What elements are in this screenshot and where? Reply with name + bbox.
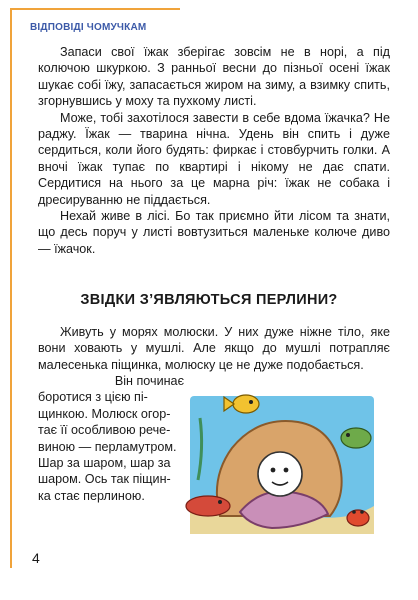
paragraph: Живуть у морях молюски. У них дуже ніжне тіло, яке вони ховають у мушлі. Але якщо до мушлі потрапляє малесенька піщинка, молюску це не дуже подобається. (38, 325, 390, 372)
red-fish (186, 496, 230, 516)
text-line: Він починає (114, 374, 184, 388)
pearl-intro (38, 324, 390, 373)
section-heading: ЗВІДКИ З’ЯВЛЯЮТЬСЯ ПЕРЛИНИ? (80, 292, 338, 308)
pearl-narrow-text (38, 373, 184, 504)
oyster-illustration (180, 388, 378, 540)
text-line: боротися з цією пі- (38, 390, 148, 405)
text-line: Шар за шаром, шар за (38, 456, 171, 471)
pearl-eye (284, 468, 289, 473)
crab (347, 510, 369, 526)
section-tag: ВІДПОВІДІ ЧОМУЧКАМ (30, 22, 147, 33)
page-frame-top-line (10, 8, 180, 10)
hedgehog-text (38, 44, 390, 257)
paragraph: Запаси свої їжак зберігає зовсім не в норі, а під колючою шкуркою. З ранньої весни до пізньої осені їжак шукає собі їжу, запасається жиром на зиму, а взимку спить, згорнувшись у моху та пухкому листі. (38, 45, 390, 109)
text-line: ка стає перлиною. (38, 488, 145, 503)
text-line: тає її особливою рече- (38, 423, 171, 438)
paragraph: Може, тобі захотілося завести в себе вдома їжачка? Не раджу. Їжак — тварина нічна. Удень він спить і дуже сердиться, коли його будять: фиркає і стовбурчить голки. А вночі їжак тупає по квартирі і нікому не дає спати. Сердитися на нього за це марна річ: їжак не собака і дресируванню не піддається. (38, 110, 390, 207)
text-line: шаром. Ось так піщин- (38, 472, 171, 487)
page-frame-line (10, 8, 12, 568)
pearl-eye (271, 468, 276, 473)
page-number: 4 (32, 550, 40, 566)
pearl-character (258, 452, 302, 496)
yellow-fish (233, 395, 259, 413)
text-line: щинкою. Молюск огор- (38, 406, 171, 421)
green-fish (341, 428, 371, 448)
paragraph: Нехай живе в лісі. Бо так приємно йти лісом та знати, що десь поруч у листі вовтузиться маленьке колюче диво — їжачок. (38, 209, 390, 256)
text-line: виною — перламутром. (38, 439, 177, 454)
